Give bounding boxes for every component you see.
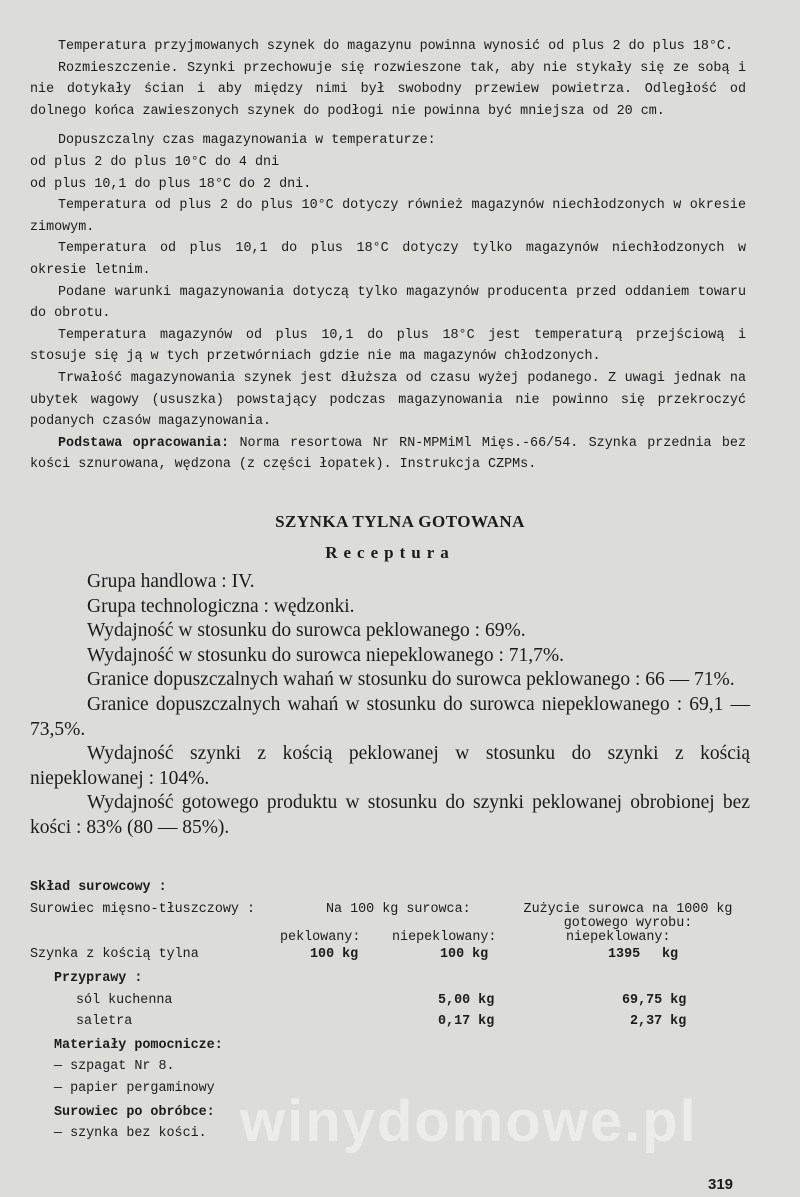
table-row xyxy=(30,1011,770,1033)
sub-peklowany: peklowany: xyxy=(280,929,361,945)
sub-niepeklowany: niepeklowany: xyxy=(392,929,497,945)
ham-name: Szynka z kością tylna xyxy=(30,947,199,963)
spices-heading-row xyxy=(30,968,770,990)
paragraph-summer: Temperatura od plus 10,1 do plus 18°C dotyczy tylko magazynów niechłodzonych w okresie letnim. xyxy=(30,241,746,278)
list-item xyxy=(30,1056,770,1078)
ham-usage-unit: kg xyxy=(662,947,679,963)
watermark: winydomowe.pl xyxy=(240,1089,698,1154)
basis-label: Podstawa opracowania: xyxy=(58,435,230,451)
storage-range-1: od plus 2 do plus 10°C do 4 dni xyxy=(30,154,280,170)
aux-item-twine: — szpagat Nr 8. xyxy=(54,1059,175,1075)
recipe-block xyxy=(30,570,750,841)
ham-niepek: 100 kg xyxy=(440,947,489,963)
recipe-line: Wydajność gotowego produktu w stosunku do szynki peklowanej obrobionej bez kości : 83% (80 — 85%). xyxy=(30,792,750,838)
saltpetre-niepek: 0,17 kg xyxy=(438,1014,495,1030)
col-usage-1: Zużycie surowca na 1000 kg xyxy=(523,901,733,917)
paragraph-intake-temperature: Temperatura przyjmowanych szynek do magazynu powinna wynosić od plus 2 do plus 18°C. xyxy=(58,39,733,54)
paragraph-basis xyxy=(30,433,746,476)
salt-usage: 69,75 kg xyxy=(622,992,687,1008)
col-per100: Na 100 kg surowca: xyxy=(326,901,471,917)
salt-name: sól kuchenna xyxy=(76,992,173,1008)
ham-pek: 100 kg xyxy=(310,947,359,963)
recipe-line: Granice dopuszczalnych wahań w stosunku do surowca niepeklowanego : 69,1 — 73,5%. xyxy=(30,693,750,740)
paragraph-transitional: Temperatura magazynów od plus 10,1 do plus 18°C jest temperaturą przejściową i stosuje się ją w tych przetwórniach gdzie nie ma magazynów chłodzonych. xyxy=(30,327,746,365)
salt-niepek: 5,00 kg xyxy=(438,992,495,1008)
section-title: SZYNKA TYLNA GOTOWANA xyxy=(275,512,525,531)
aux-heading: Materiały pomocnicze: xyxy=(54,1037,223,1053)
recipe-line: Wydajność w stosunku do surowca peklowanego : 69%. xyxy=(87,620,526,642)
aux-item-paper: — papier pergaminowy xyxy=(54,1080,215,1096)
paragraph-storage-time: Dopuszczalny czas magazynowania w temperaturze: xyxy=(58,133,436,149)
col-usage-2: gotowego wyrobu: xyxy=(563,916,693,932)
storage-instructions xyxy=(30,36,746,476)
paragraph-producer: Podane warunki magazynowania dotyczą tylko magazynów producenta przed oddaniem towaru do obrotu. xyxy=(30,284,746,322)
aux-heading-row xyxy=(30,1035,770,1057)
recipe-line: Wydajność szynki z kością peklowanej w stosunku do szynki z kością niepeklowanej : 104%. xyxy=(30,743,750,789)
col-label: Surowiec mięsno-tłuszczowy : xyxy=(30,901,255,917)
paragraph-durability: Trwałość magazynowania szynek jest dłuższa od czasu wyżej podanego. Z uwagi jednak na ubytek wagowy (ususzka) powstający podczas magazynowania nie powinno się przekroczyć podanych czasów magazynowania. xyxy=(30,370,746,430)
table-heading-row xyxy=(30,877,770,899)
table-row xyxy=(30,990,770,1012)
spices-heading: Przyprawy : xyxy=(54,970,143,986)
sub-usage-niepeklowany: niepeklowany: xyxy=(566,929,671,945)
after-item: — szynka bez kości. xyxy=(54,1126,207,1142)
paragraph-arrangement: Rozmieszczenie. Szynki przechowuje się rozwieszone tak, aby nie stykały się ze sobą i nie dotykały ścian i aby między nimi był swobodny przewiew powietrza. Odległość od dolnego końca zawieszonych szynek do podłogi nie powinna być mniejsza od 20 cm. xyxy=(30,60,746,119)
after-heading: Surowiec po obróbce: xyxy=(54,1104,215,1120)
table-row xyxy=(30,944,770,966)
paragraph-winter: Temperatura od plus 2 do plus 10°C dotyczy również magazynów niechłodzonych w okresie zimowym. xyxy=(30,198,746,235)
basis-text: Norma resortowa Nr RN-MPMiMl Mięs.-66/54. Szynka przednia bez kości sznurowana, wędzona (z części łopatek). Instrukcja CZPMs. xyxy=(30,435,746,473)
section-subtitle: Receptura xyxy=(325,543,455,562)
recipe-line: Grupa technologiczna : wędzonki. xyxy=(87,595,355,617)
page-number: 319 xyxy=(708,1176,734,1193)
recipe-line: Wydajność w stosunku do surowca niepeklowanego : 71,7%. xyxy=(87,644,565,666)
saltpetre-name: saletra xyxy=(76,1014,133,1030)
storage-range-2: od plus 10,1 do plus 18°C do 2 dni. xyxy=(30,176,312,192)
table-heading: Skład surowcowy : xyxy=(30,880,167,895)
recipe-line: Granice dopuszczalnych wahań w stosunku do surowca peklowanego : 66 — 71%. xyxy=(87,669,735,691)
saltpetre-usage: 2,37 kg xyxy=(630,1014,687,1030)
recipe-line: Grupa handlowa : IV. xyxy=(87,571,255,592)
ham-usage: 1395 xyxy=(608,947,641,963)
